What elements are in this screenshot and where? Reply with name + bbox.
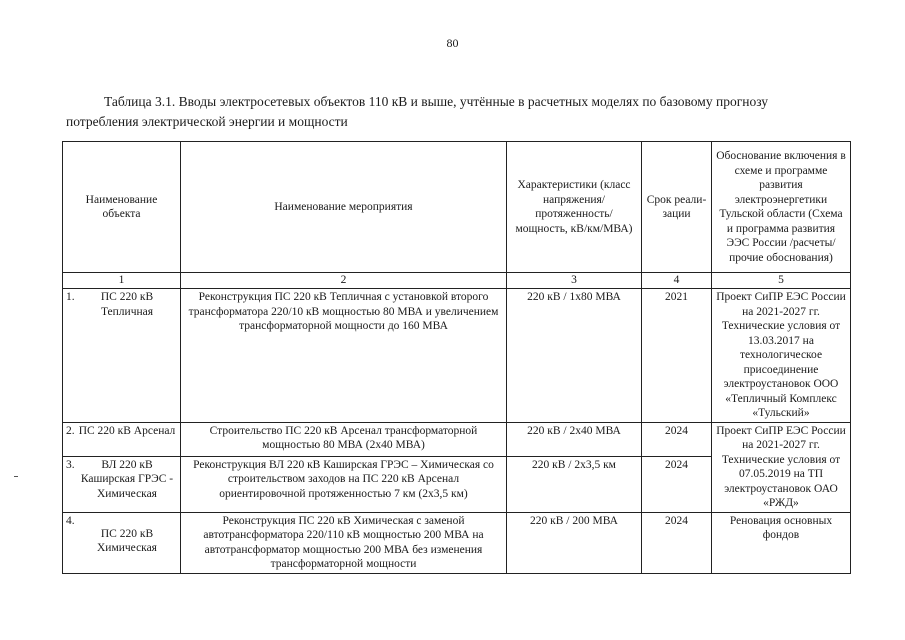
basis-cell: Проект СиПР ЕЭС России на 2021-2027 гг. Технические условия от 13.03.2017 на технологическое присоединение электроустановок ООО «Тепличный Комплекс «Тульский» (712, 289, 851, 423)
column-number: 4 (642, 273, 712, 289)
object-cell (63, 456, 181, 512)
characteristics-cell: 220 кВ / 2х3,5 км (507, 456, 642, 512)
measure-cell: Реконструкция ВЛ 220 кВ Каширская ГРЭС – Химическая со строительством заходов на ПС 220 кВ Арсенал ориентировочной протяженностью 7 км (2х3,5 км) (181, 456, 507, 512)
term-cell: 2024 (642, 422, 712, 456)
characteristics-cell: 220 кВ / 2х40 МВА (507, 422, 642, 456)
characteristics-cell: 220 кВ / 200 МВА (507, 512, 642, 573)
column-number: 5 (712, 273, 851, 289)
caption-line-1: Таблица 3.1. Вводы электросетевых объектов 110 кВ и выше, учтённые в расчетных моделях по базовому прогнозу (104, 94, 769, 109)
table-row (63, 422, 851, 456)
row-number: 3. (66, 458, 75, 471)
row-number: 1. (66, 291, 75, 303)
header-term: Срок реали-зации (642, 142, 712, 273)
row-number: 4. (66, 514, 75, 527)
measure-cell: Реконструкция ПС 220 кВ Химическая с заменой автотрансформатора 220/110 кВ мощностью 200 МВА на автотрансформатор мощностью 200 МВА без изменения трансформаторной мощности (181, 512, 507, 573)
table-row (63, 512, 851, 573)
header-row (63, 142, 851, 273)
term-cell: 2024 (642, 512, 712, 573)
header-basis: Обоснование включения в схеме и программе развития электроэнергетики Тульской области (Схема и программа развития ЭЭС России /расчеты/прочие обоснования) (712, 142, 851, 273)
table-caption (66, 92, 856, 132)
column-number: 3 (507, 273, 642, 289)
term-cell: 2021 (642, 289, 712, 423)
object-name: ВЛ 220 кВ Каширская ГРЭС - Химическая (80, 458, 174, 500)
basis-cell: Реновация основных фондов (712, 512, 851, 573)
object-name: ПС 220 кВ Тепличная (100, 291, 154, 318)
column-number-row (63, 273, 851, 289)
row-number: 2. (66, 424, 75, 437)
characteristics-cell: 220 кВ / 1х80 МВА (507, 289, 642, 423)
investment-table (62, 141, 851, 574)
object-cell (63, 512, 181, 573)
page-number: 80 (446, 36, 459, 50)
measure-cell: Строительство ПС 220 кВ Арсенал трансформаторной мощностью 80 МВА (2х40 МВА) (181, 422, 507, 456)
caption-line-2: потребления электрической энергии и мощности (66, 114, 348, 129)
object-cell (63, 422, 181, 456)
header-characteristics: Характеристики (класс напряжения/ протяженность/ мощность, кВ/км/МВА) (507, 142, 642, 273)
header-object: Наименование объекта (63, 142, 181, 273)
object-name: ПС 220 кВ Арсенал (78, 424, 176, 437)
margin-mark (14, 476, 18, 477)
object-cell (63, 289, 181, 423)
term-cell: 2024 (642, 456, 712, 512)
basis-cell: Проект СиПР ЕЭС России на 2021-2027 гг. Технические условия от 07.05.2019 на ТП электроустановок ОАО «РЖД» (712, 422, 851, 512)
measure-cell: Реконструкция ПС 220 кВ Тепличная с установкой второго трансформатора 220/10 кВ мощностью 80 МВА и увеличением трансформаторной мощности до 160 МВА (181, 289, 507, 423)
table-row (63, 289, 851, 423)
column-number: 1 (63, 273, 181, 289)
header-measure: Наименование мероприятия (181, 142, 507, 273)
column-number: 2 (181, 273, 507, 289)
object-name: ПС 220 кВ Химическая (97, 527, 157, 554)
